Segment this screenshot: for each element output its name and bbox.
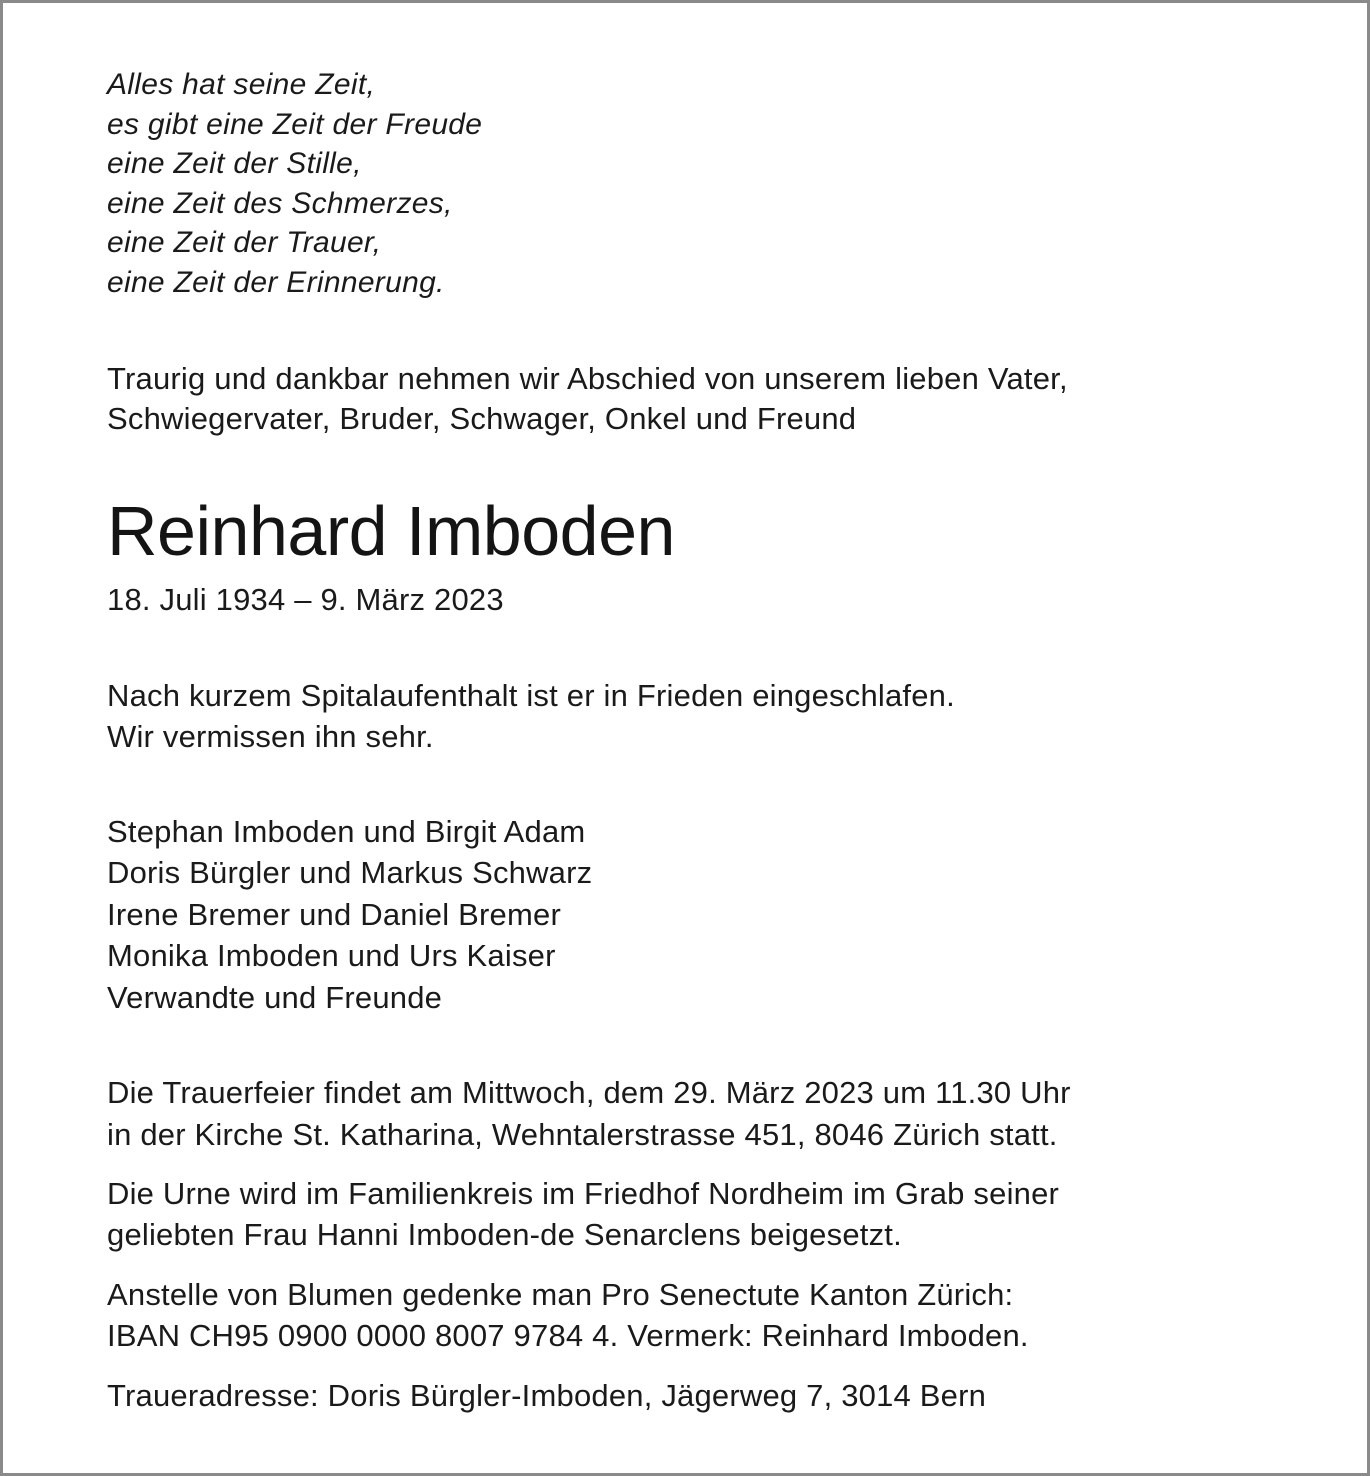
intro-line: Schwiegervater, Bruder, Schwager, Onkel und Freund: [107, 401, 857, 436]
message-line: Wir vermissen ihn sehr.: [107, 719, 434, 754]
poem-line: es gibt eine Zeit der Freude: [107, 108, 483, 141]
mourner-line: Irene Bremer und Daniel Bremer: [107, 897, 561, 932]
donation-line: Anstelle von Blumen gedenke man Pro Senectute Kanton Zürich:: [107, 1277, 1014, 1312]
mourner-line: Stephan Imboden und Birgit Adam: [107, 814, 586, 849]
mourner-line: Monika Imboden und Urs Kaiser: [107, 938, 556, 973]
poem-line: eine Zeit der Stille,: [107, 147, 362, 180]
urn-line: geliebten Frau Hanni Imboden-de Senarclens beigesetzt.: [107, 1217, 902, 1252]
ceremony-line: in der Kirche St. Katharina, Wehntalerstrasse 451, 8046 Zürich statt.: [107, 1117, 1058, 1152]
mourner-line: Doris Bürgler und Markus Schwarz: [107, 855, 593, 890]
ceremony-line: Die Trauerfeier findet am Mittwoch, dem 29. März 2023 um 11.30 Uhr: [107, 1075, 1071, 1110]
poem-line: eine Zeit der Trauer,: [107, 226, 382, 259]
deceased-name: Reinhard Imboden: [107, 492, 675, 570]
message-line: Nach kurzem Spitalaufenthalt ist er in Frieden eingeschlafen.: [107, 678, 955, 713]
intro-line: Traurig und dankbar nehmen wir Abschied von unserem lieben Vater,: [107, 361, 1068, 396]
poem-line: eine Zeit des Schmerzes,: [107, 187, 453, 220]
poem-line: Alles hat seine Zeit,: [107, 68, 376, 101]
donation-line: IBAN CH95 0900 0000 8007 9784 4. Vermerk: Reinhard Imboden.: [107, 1318, 1029, 1353]
poem-line: eine Zeit der Erinnerung.: [107, 266, 445, 299]
mourning-address: Traueradresse: Doris Bürgler-Imboden, Jägerweg 7, 3014 Bern: [107, 1378, 987, 1413]
urn-line: Die Urne wird im Familienkreis im Friedhof Nordheim im Grab seiner: [107, 1176, 1060, 1211]
life-dates: 18. Juli 1934 – 9. März 2023: [107, 582, 504, 617]
mourner-line: Verwandte und Freunde: [107, 980, 443, 1015]
